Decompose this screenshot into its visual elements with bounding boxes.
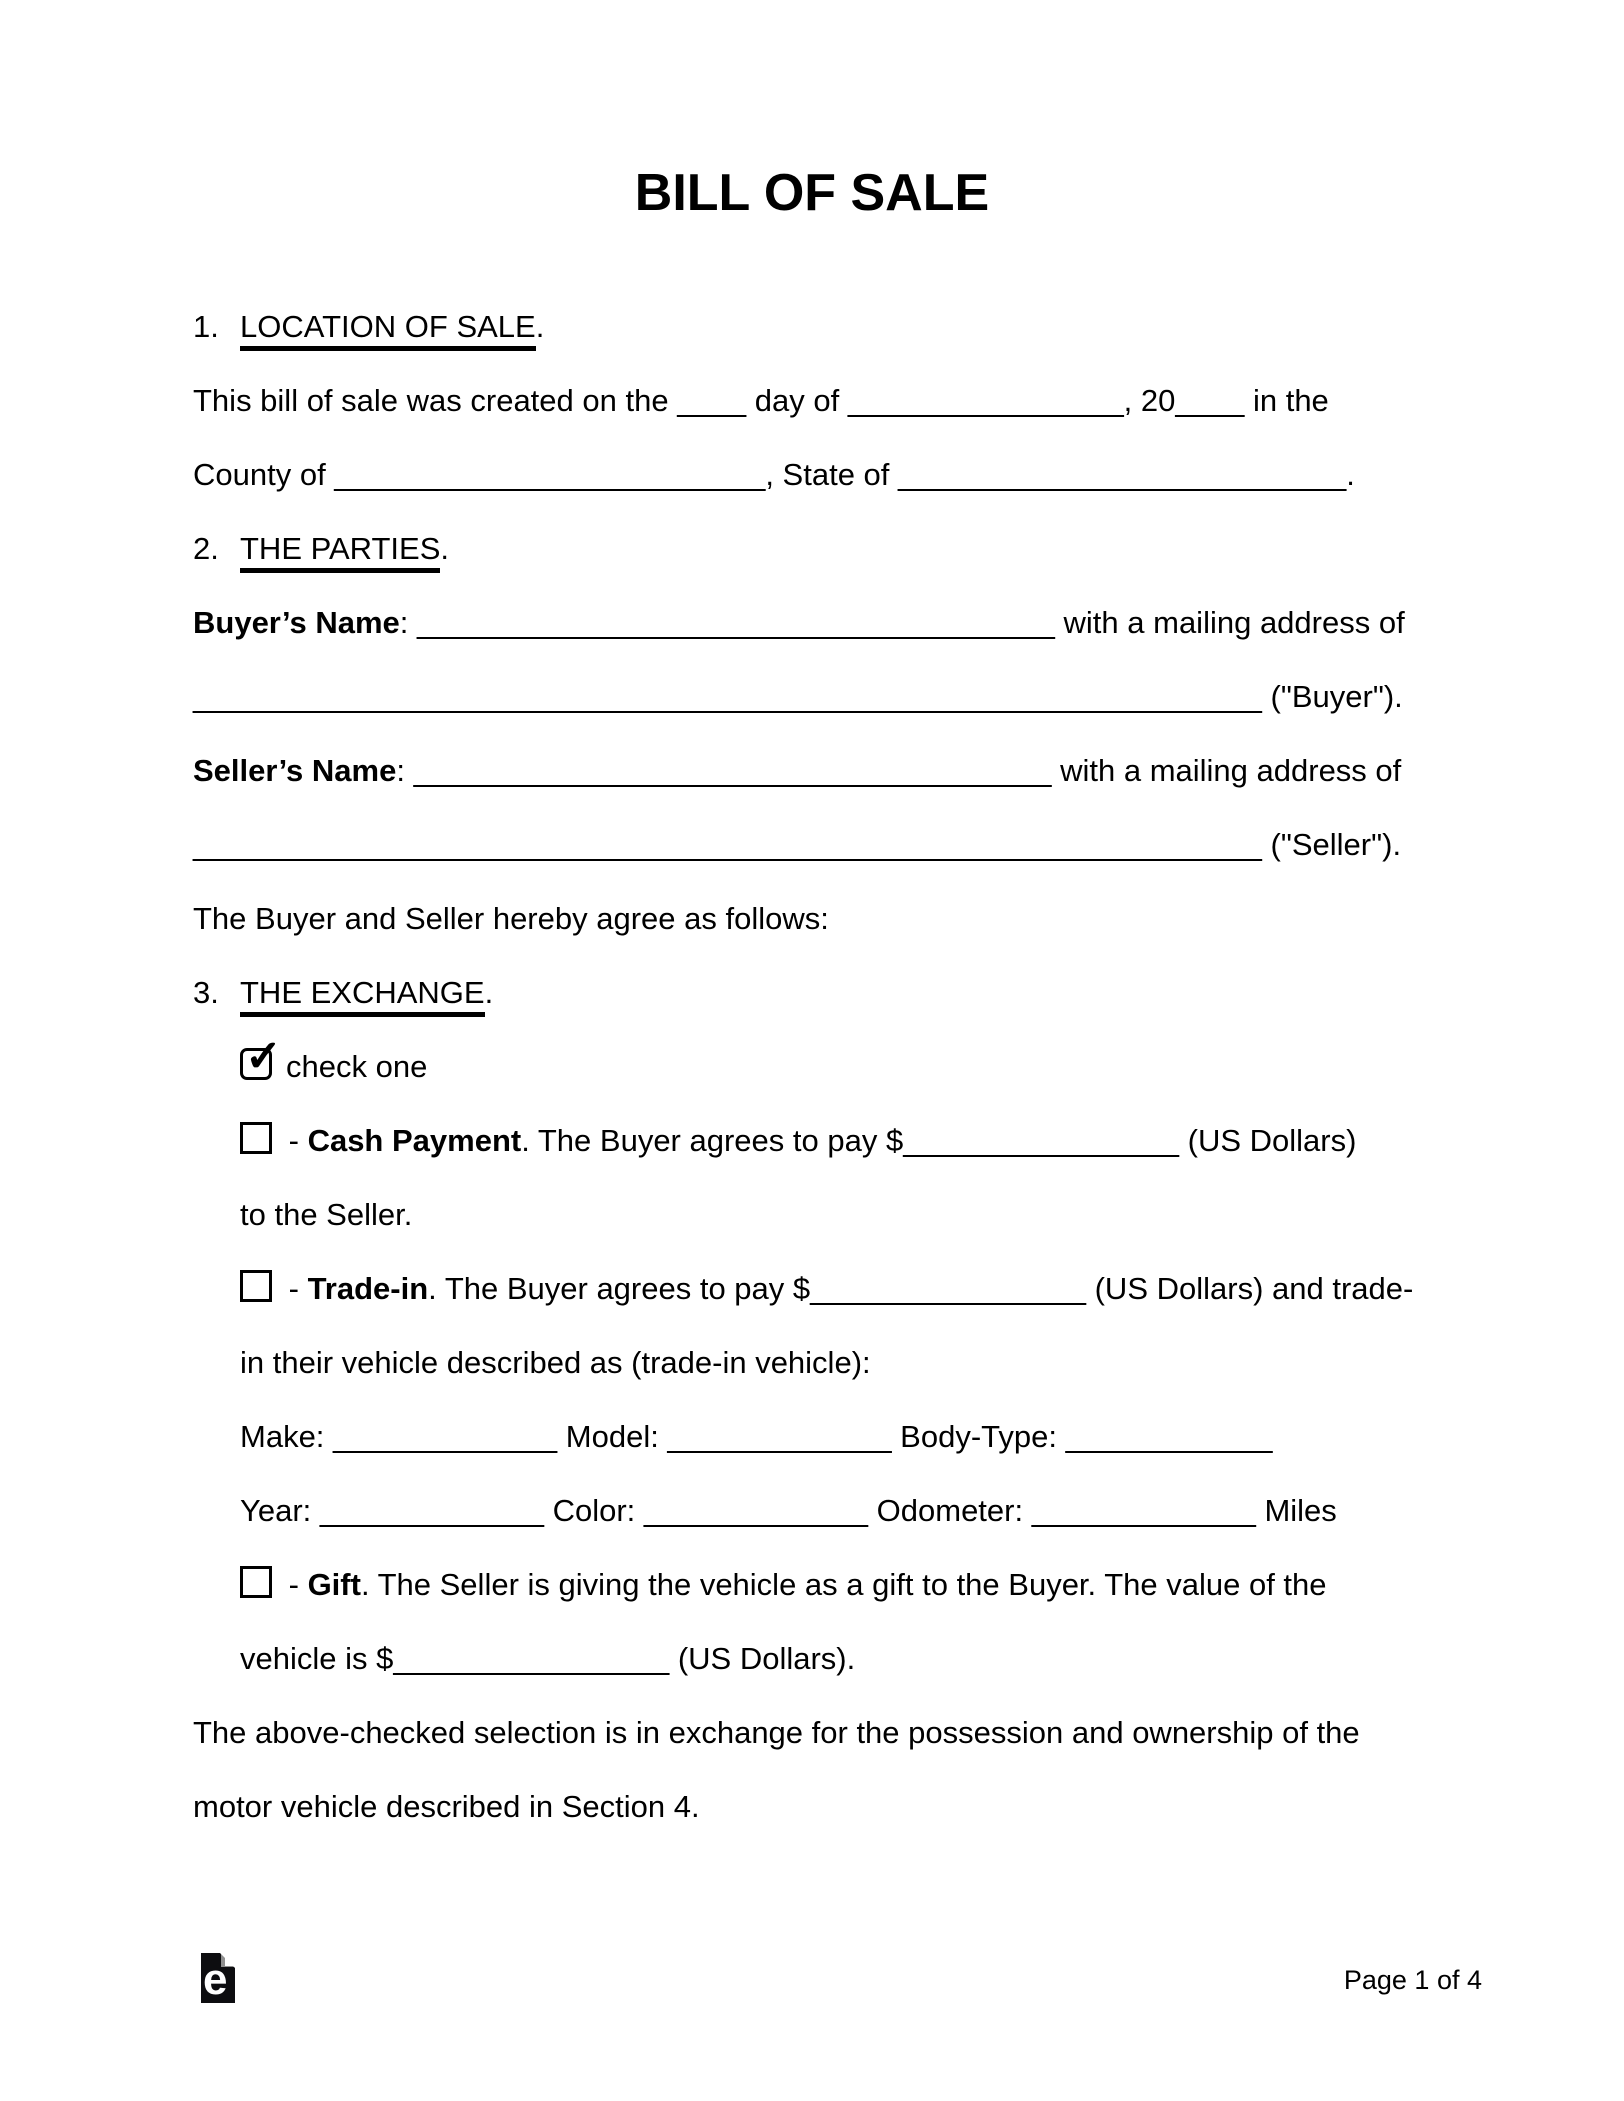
check-one-line — [193, 1032, 1473, 1087]
section-heading — [193, 306, 1473, 347]
section-number: 2. — [193, 531, 219, 566]
checkbox-option-line — [193, 1564, 1473, 1605]
form-text-line — [193, 602, 1473, 643]
option-text: . The Seller is giving the vehicle as a gift to the Buyer. The value of the — [360, 1567, 1327, 1602]
form-text-line — [193, 1342, 1473, 1383]
text-segment: ______________________________________________________________ ("Buyer"). — [193, 679, 1403, 714]
checked-checkbox-icon[interactable] — [240, 1032, 282, 1081]
section-heading — [193, 528, 1473, 569]
form-text-line — [193, 824, 1473, 865]
text-segment: Buyer’s Name — [193, 605, 400, 640]
check-one-label: check one — [286, 1049, 428, 1084]
text-segment: motor vehicle described in Section 4. — [193, 1789, 700, 1824]
section-title: LOCATION OF SALE — [240, 309, 536, 351]
option-label: Cash Payment — [307, 1123, 522, 1158]
form-text-line — [193, 1786, 1473, 1827]
empty-checkbox-icon[interactable] — [240, 1122, 272, 1154]
form-text-line — [193, 1416, 1473, 1457]
document-body — [193, 306, 1473, 1860]
text-segment: Year: _____________ Color: _____________ Odometer: _____________ Miles — [240, 1493, 1337, 1528]
checkbox-prefix: - — [280, 1567, 308, 1602]
form-text-line — [193, 1638, 1473, 1679]
text-segment: to the Seller. — [240, 1197, 413, 1232]
section-title-period: . — [535, 309, 545, 344]
form-text-line — [193, 750, 1473, 791]
option-label: Gift — [307, 1567, 361, 1602]
section-number: 1. — [193, 309, 219, 344]
section-title: THE PARTIES — [240, 531, 440, 573]
text-segment: ______________________________________________________________ ("Seller"). — [193, 827, 1402, 862]
text-segment: The above-checked selection is in exchange for the possession and ownership of the — [193, 1715, 1360, 1750]
form-text-line — [193, 1490, 1473, 1531]
checkbox-option-line — [193, 1120, 1473, 1161]
text-segment: : _____________________________________ with a mailing address of — [396, 753, 1402, 788]
section-title-period: . — [484, 975, 494, 1010]
page-number: Page 1 of 4 — [1343, 1965, 1482, 1995]
text-segment: County of _________________________, State of __________________________. — [193, 457, 1355, 492]
option-label: Trade-in — [307, 1271, 429, 1306]
form-text-line — [193, 380, 1473, 421]
check-mark-icon: ✓ — [245, 1032, 282, 1081]
empty-checkbox-icon[interactable] — [240, 1566, 272, 1598]
option-text: . The Buyer agrees to pay $________________ (US Dollars) — [521, 1123, 1357, 1158]
form-text-line — [193, 676, 1473, 717]
checkbox-option-line — [193, 1268, 1473, 1309]
section-number: 3. — [193, 975, 219, 1010]
text-segment: Seller’s Name — [193, 753, 397, 788]
form-text-line — [193, 454, 1473, 495]
checkbox-prefix: - — [280, 1123, 308, 1158]
text-segment: in their vehicle described as (trade-in vehicle): — [240, 1345, 871, 1380]
option-text: . The Buyer agrees to pay $________________ (US Dollars) and trade- — [428, 1271, 1414, 1306]
checkbox-prefix: - — [280, 1271, 308, 1306]
empty-checkbox-icon[interactable] — [240, 1270, 272, 1302]
section-title: THE EXCHANGE — [240, 975, 485, 1017]
form-text-line — [193, 1194, 1473, 1235]
text-segment: This bill of sale was created on the ____ day of ________________, 20____ in the — [193, 383, 1329, 418]
eforms-logo — [201, 1953, 235, 2003]
text-segment: vehicle is $________________ (US Dollars). — [240, 1641, 856, 1676]
text-segment: The Buyer and Seller hereby agree as follows: — [193, 901, 829, 936]
section-heading — [193, 972, 1473, 1013]
section-title-period: . — [440, 531, 450, 566]
eforms-logo-letter: e — [203, 1955, 228, 2004]
text-segment: Make: _____________ Model: _____________ Body-Type: ____________ — [240, 1419, 1273, 1454]
form-text-line — [193, 898, 1473, 939]
text-segment: : _____________________________________ with a mailing address of — [399, 605, 1405, 640]
page-title: BILL OF SALE — [634, 164, 990, 222]
form-text-line — [193, 1712, 1473, 1753]
